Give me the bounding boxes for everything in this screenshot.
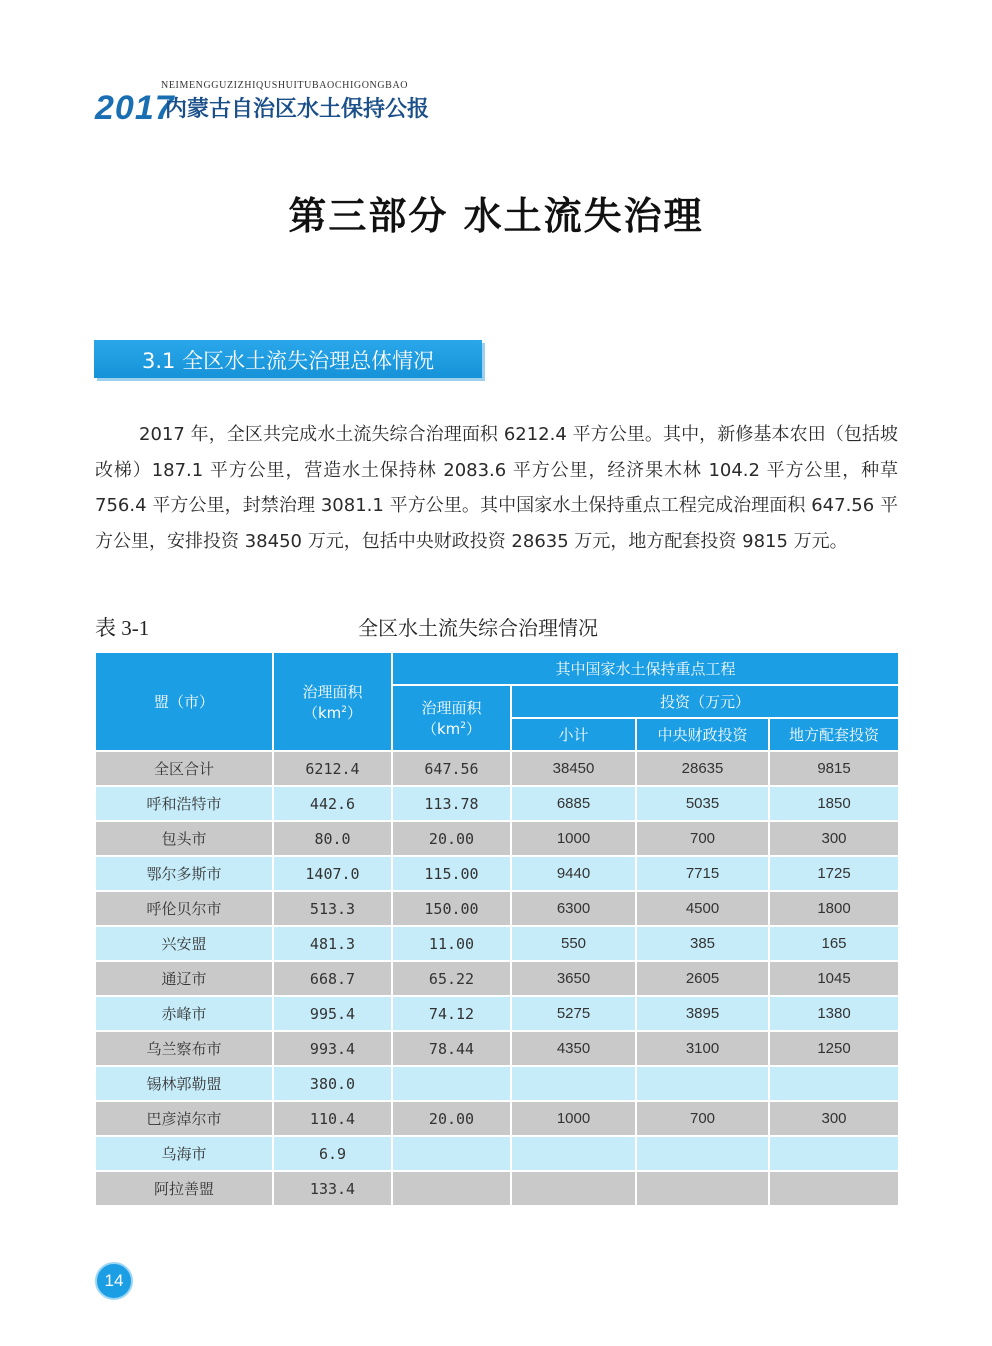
cell-area: 80.0 xyxy=(273,821,392,856)
header-kp-area-label: 治理面积 xyxy=(421,699,482,717)
cell-central: 700 xyxy=(636,821,769,856)
cell-region: 赤峰市 xyxy=(95,996,273,1031)
header-title: 内蒙古自治区水土保持公报 xyxy=(165,97,430,122)
table-row xyxy=(95,1066,899,1101)
cell-local: 1725 xyxy=(769,856,899,891)
cell-central: 3100 xyxy=(636,1031,769,1066)
cell-area: 6212.4 xyxy=(273,751,392,786)
cell-subtotal: 38450 xyxy=(511,751,636,786)
header-kp-area-unit: $(km^2)$ xyxy=(421,720,482,738)
header-area-unit: $(km^2)$ xyxy=(302,703,363,722)
cell-central xyxy=(636,1066,769,1101)
table-caption-number: 表 3-1 xyxy=(95,616,150,640)
table-row xyxy=(95,856,899,891)
cell-central xyxy=(636,1171,769,1206)
cell-area: 6.9 xyxy=(273,1136,392,1171)
cell-region: 呼伦贝尔市 xyxy=(95,891,273,926)
cell-subtotal xyxy=(511,1136,636,1171)
table-row xyxy=(95,1031,899,1066)
header-local: 地方配套投资 xyxy=(769,718,899,751)
cell-local: 165 xyxy=(769,926,899,961)
table-row xyxy=(95,996,899,1031)
cell-kp-area: 150.00 xyxy=(392,891,511,926)
cell-central: 2605 xyxy=(636,961,769,996)
cell-central: 7715 xyxy=(636,856,769,891)
table-row xyxy=(95,891,899,926)
cell-kp-area: 20.00 xyxy=(392,1101,511,1136)
header-key-project: 其中国家水土保持重点工程 xyxy=(392,652,899,685)
cell-region: 包头市 xyxy=(95,821,273,856)
cell-subtotal: 4350 xyxy=(511,1031,636,1066)
table-row xyxy=(95,751,899,786)
cell-region: 鄂尔多斯市 xyxy=(95,856,273,891)
page-number: 14 xyxy=(95,1262,133,1300)
cell-central: 5035 xyxy=(636,786,769,821)
cell-area: 513.3 xyxy=(273,891,392,926)
cell-central: 28635 xyxy=(636,751,769,786)
cell-subtotal xyxy=(511,1171,636,1206)
table-row xyxy=(95,961,899,996)
cell-subtotal: 9440 xyxy=(511,856,636,891)
cell-kp-area: 78.44 xyxy=(392,1031,511,1066)
cell-region: 通辽市 xyxy=(95,961,273,996)
cell-subtotal: 1000 xyxy=(511,1101,636,1136)
cell-subtotal xyxy=(511,1066,636,1101)
header-investment: 投资（万元） xyxy=(511,685,899,718)
cell-local: 1045 xyxy=(769,961,899,996)
header-area-label: 治理面积 xyxy=(302,682,363,701)
table-row xyxy=(95,821,899,856)
cell-central: 3895 xyxy=(636,996,769,1031)
header-region: 盟（市） xyxy=(95,652,273,751)
cell-area: 668.7 xyxy=(273,961,392,996)
cell-central: 385 xyxy=(636,926,769,961)
cell-area: 993.4 xyxy=(273,1031,392,1066)
cell-region: 锡林郭勒盟 xyxy=(95,1066,273,1101)
cell-central xyxy=(636,1136,769,1171)
table-row xyxy=(95,1136,899,1171)
header-kp-area xyxy=(392,685,511,751)
cell-local: 1380 xyxy=(769,996,899,1031)
cell-subtotal: 1000 xyxy=(511,821,636,856)
cell-region: 呼和浩特市 xyxy=(95,786,273,821)
table-row xyxy=(95,1171,899,1206)
header-area xyxy=(273,652,392,751)
summary-paragraph: 2017 年，全区共完成水土流失综合治理面积 6212.4 平方公里。其中，新修基本农田（包括坡改梯）187.1 平方公里，营造水土保持林 2083.6 平方公里，经济果木林 104.2 平方公里，种草 756.4 平方公里，封禁治理 3081.1 平方公里。其中国家水土保持重点工程完成治理面积 647.56 平方公里，安排投资 38450 万元，包括中央财政投资 28635 万元，地方配套投资 9815 万元。 xyxy=(95,424,898,552)
cell-kp-area: 115.00 xyxy=(392,856,511,891)
table-row xyxy=(95,1101,899,1136)
header-year: 2017 xyxy=(95,89,175,127)
cell-region: 全区合计 xyxy=(95,751,273,786)
section-title: 3.1 全区水土流失治理总体情况 xyxy=(142,349,435,373)
cell-region: 兴安盟 xyxy=(95,926,273,961)
cell-area: 481.3 xyxy=(273,926,392,961)
table-row xyxy=(95,926,899,961)
cell-subtotal: 6885 xyxy=(511,786,636,821)
cell-kp-area: 113.78 xyxy=(392,786,511,821)
cell-local: 300 xyxy=(769,1101,899,1136)
cell-local: 9815 xyxy=(769,751,899,786)
cell-subtotal: 6300 xyxy=(511,891,636,926)
cell-region: 乌兰察布市 xyxy=(95,1031,273,1066)
cell-kp-area: 20.00 xyxy=(392,821,511,856)
cell-local: 300 xyxy=(769,821,899,856)
cell-area: 110.4 xyxy=(273,1101,392,1136)
cell-area: 1407.0 xyxy=(273,856,392,891)
header-pinyin: NEIMENGGUZIZHIQUSHUITUBAOCHIGONGBAO xyxy=(161,80,409,91)
cell-kp-area: 74.12 xyxy=(392,996,511,1031)
cell-kp-area xyxy=(392,1171,511,1206)
cell-central: 4500 xyxy=(636,891,769,926)
cell-local: 1250 xyxy=(769,1031,899,1066)
cell-kp-area: 647.56 xyxy=(392,751,511,786)
cell-subtotal: 3650 xyxy=(511,961,636,996)
cell-area: 995.4 xyxy=(273,996,392,1031)
cell-subtotal: 5275 xyxy=(511,996,636,1031)
cell-local xyxy=(769,1171,899,1206)
cell-kp-area: 11.00 xyxy=(392,926,511,961)
header-subtotal: 小计 xyxy=(511,718,636,751)
cell-local: 1800 xyxy=(769,891,899,926)
cell-area: 133.4 xyxy=(273,1171,392,1206)
cell-kp-area: 65.22 xyxy=(392,961,511,996)
table-caption-title: 全区水土流失综合治理情况 xyxy=(358,616,598,640)
cell-area: 380.0 xyxy=(273,1066,392,1101)
cell-local xyxy=(769,1136,899,1171)
cell-central: 700 xyxy=(636,1101,769,1136)
section-heading-bar xyxy=(94,340,482,378)
cell-region: 乌海市 xyxy=(95,1136,273,1171)
cell-local xyxy=(769,1066,899,1101)
cell-subtotal: 550 xyxy=(511,926,636,961)
cell-kp-area xyxy=(392,1066,511,1101)
cell-kp-area xyxy=(392,1136,511,1171)
table-body xyxy=(95,751,899,1206)
governance-table xyxy=(94,651,900,1207)
cell-region: 巴彦淖尔市 xyxy=(95,1101,273,1136)
header-central: 中央财政投资 xyxy=(636,718,769,751)
cell-local: 1850 xyxy=(769,786,899,821)
part-title: 第三部分 水土流失治理 xyxy=(288,194,704,238)
cell-area: 442.6 xyxy=(273,786,392,821)
cell-region: 阿拉善盟 xyxy=(95,1171,273,1206)
table-row xyxy=(95,786,899,821)
